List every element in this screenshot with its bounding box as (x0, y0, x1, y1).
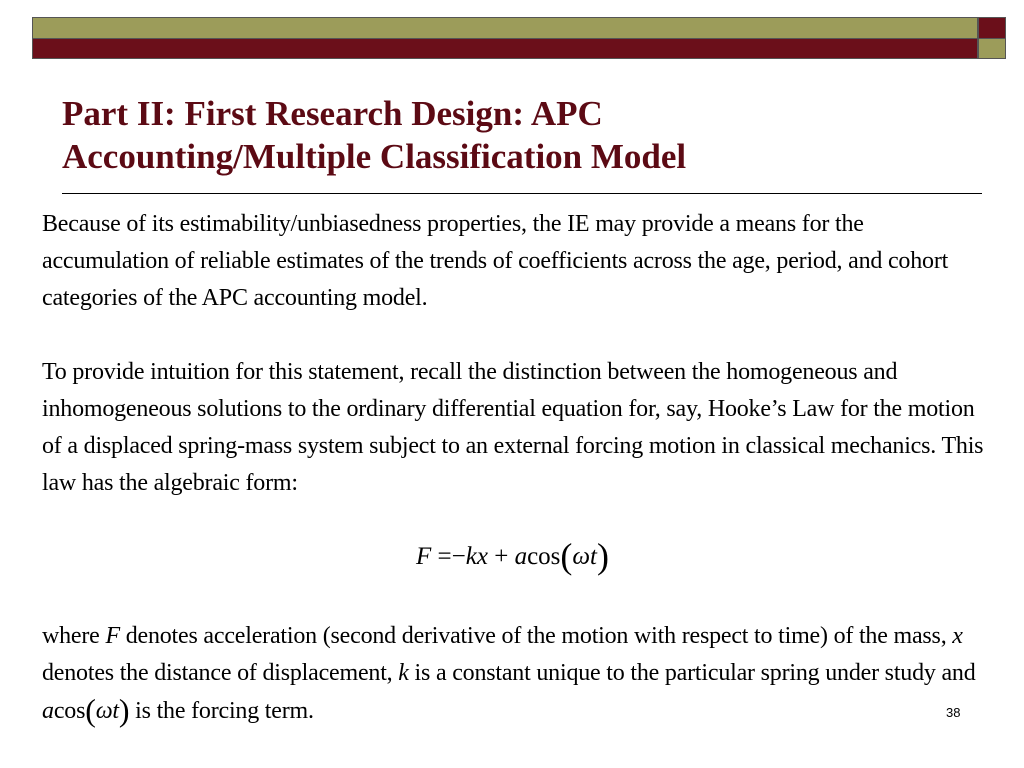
p3-var-x: x (952, 623, 963, 649)
inline-open-paren: ( (85, 692, 96, 728)
forcing-term-inline (42, 692, 130, 728)
eq-plus: + (494, 543, 509, 570)
p3-part2: denotes acceleration (second derivative of the motion with respect to time) of the mass, (119, 623, 953, 649)
inline-close-paren: ) (118, 692, 130, 728)
hookes-law-equation (416, 536, 609, 577)
header-band-olive (32, 17, 978, 39)
corner-square-red (978, 17, 1006, 39)
header-band-red (32, 38, 978, 59)
inline-coef: a (42, 698, 54, 724)
p3-part4: is a constant unique to the particular spring under study and (408, 660, 976, 686)
eq-lhs: F (416, 543, 432, 570)
page-number: 38 (946, 705, 961, 720)
p3-var-F: F (105, 623, 120, 649)
p3-var-k: k (398, 660, 409, 686)
paragraph-3 (42, 618, 992, 730)
eq-arg: ωt (572, 543, 597, 570)
eq-close-paren: ) (597, 536, 609, 576)
inline-func: cos (53, 698, 86, 724)
inline-arg: ωt (95, 698, 119, 724)
paragraph-1: Because of its estimability/unbiasedness properties, the IE may provide a means for the accumulation of reliable estimates of the trends of coefficients across the age, period, and cohort categories of the APC accounting model. (42, 211, 949, 311)
p3-part3: denotes the distance of displacement, (42, 660, 399, 686)
title-line-1: Part II: First Research Design: APC (62, 94, 603, 133)
eq-equals: = (437, 543, 452, 570)
slide-title (62, 92, 962, 178)
corner-square-olive (978, 38, 1006, 59)
title-divider (62, 193, 982, 194)
p3-part1: where (42, 623, 106, 649)
eq-open-paren: ( (560, 536, 573, 576)
p3-part5: is the forcing term. (129, 698, 314, 724)
eq-coef: a (514, 543, 528, 570)
eq-func: cos (527, 543, 561, 570)
title-line-2: Accounting/Multiple Classification Model (62, 137, 687, 176)
eq-term1: kx (465, 543, 488, 570)
eq-minus: − (451, 543, 466, 570)
paragraph-2: To provide intuition for this statement, recall the distinction between the homogeneous and inhomogeneous solutions to the ordinary differential equation for, say, Hooke’s Law for the motion of a displaced spring-mass system subject to an external forcing motion in classical mechanics. This law has the algebraic form: (42, 359, 984, 496)
